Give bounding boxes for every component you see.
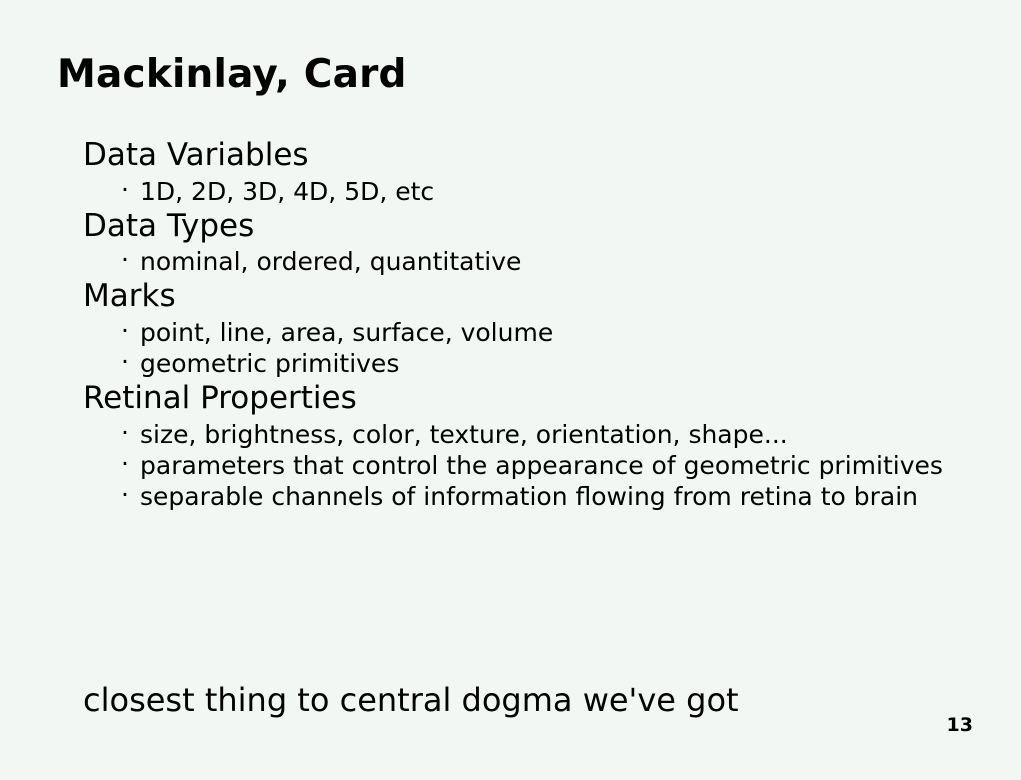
section-heading: Data Variables [83,137,309,173]
bullet-icon: · [121,347,129,377]
list-item [121,347,983,379]
section-retinal-properties [83,379,983,512]
bullet-icon: · [121,174,129,204]
slide-body [83,136,983,512]
bullet-icon: · [121,448,129,478]
section-heading: Retinal Properties [83,380,357,417]
list-item-label: nominal, ordered, quantitative [140,247,522,277]
list-item-label: point, line, area, surface, volume [140,318,554,348]
section-heading: Data Types [83,207,255,244]
section-data-types [83,207,983,278]
bullet-icon: · [121,479,129,509]
closing-statement: closest thing to central dogma we've got [83,681,739,719]
section-marks [83,277,983,379]
list-item [121,417,983,450]
list-item [121,479,983,512]
list-item-label: separable channels of information flowing from retina to brain [140,481,919,511]
section-data-variables [83,136,983,207]
list-item-label: size, brightness, color, texture, orientation, shape... [140,419,788,449]
list-item [121,174,983,207]
section-heading: Marks [83,278,176,315]
bullet-icon: · [121,417,129,447]
list-item-label: geometric primitives [140,349,400,379]
list-item [121,448,983,481]
bullet-icon: · [121,245,129,275]
list-item-label: parameters that control the appearance of geometric primitives [140,450,943,480]
page-number: 13 [946,714,973,736]
list-item [121,245,983,277]
page-title: Mackinlay, Card [57,52,407,97]
bullet-icon: · [121,316,129,346]
list-item [121,316,983,348]
list-item-label: 1D, 2D, 3D, 4D, 5D, etc [140,176,435,206]
